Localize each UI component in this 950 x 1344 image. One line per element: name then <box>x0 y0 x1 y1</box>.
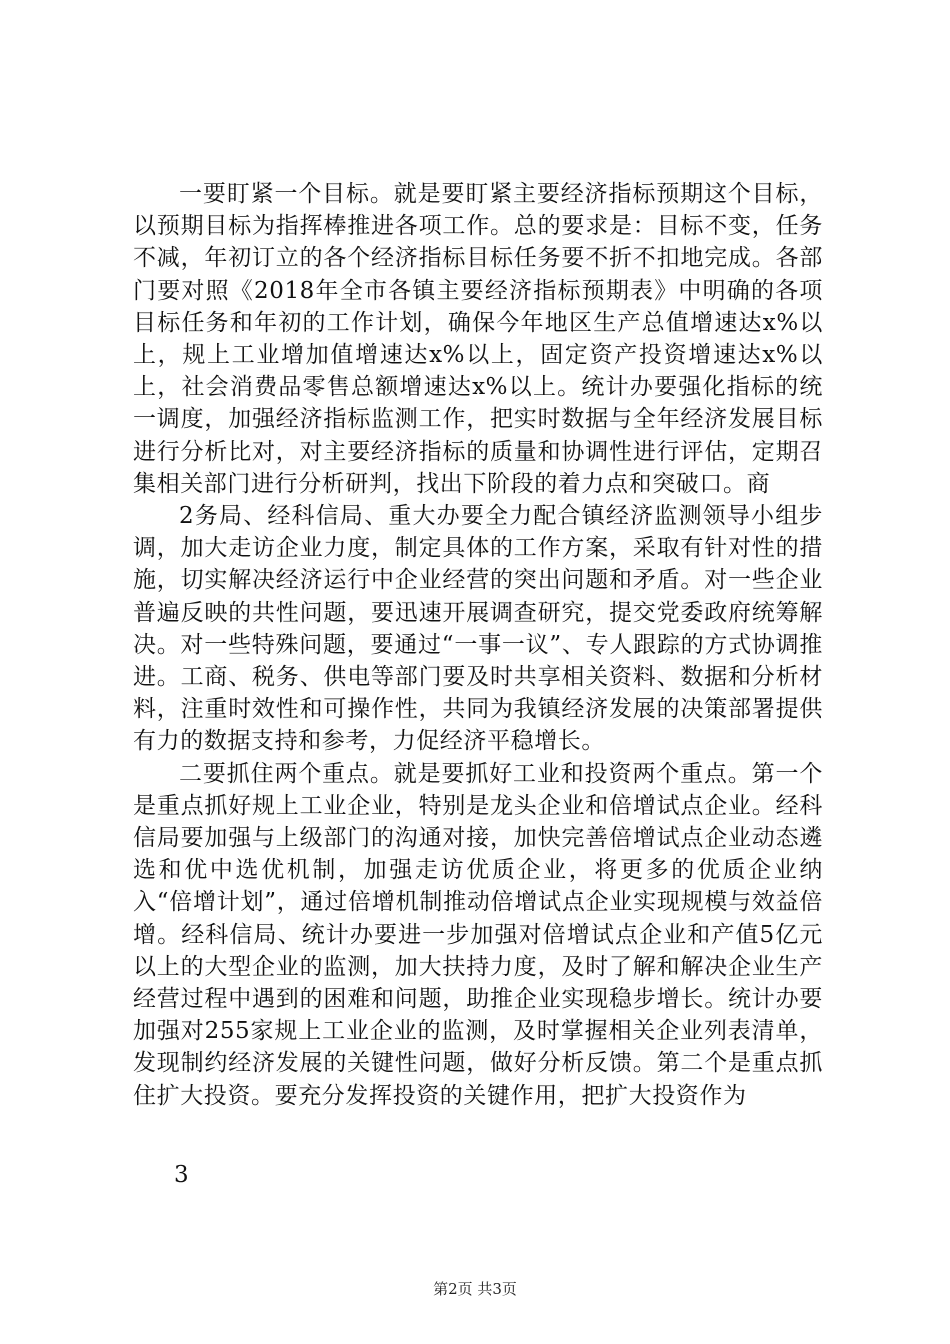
paragraph-target: 一要盯紧一个目标。就是要盯紧主要经济指标预期这个目标，以预期目标为指挥棒推进各项工作。总的要求是：目标不变，任务不减，年初订立的各个经济指标目标任务要不折不扣地完成。各部门要对照《2018年全市各镇主要经济指标预期表》中明确的各项目标任务和年初的工作计划，确保今年地区生产总值增速达x%以上，规上工业增加值增速达x%以上，固定资产投资增速达x%以上，社会消费品零售总额增速达x%以上。统计办要强化指标的统一调度，加强经济指标监测工作，把实时数据与全年经济发展目标进行分析比对，对主要经济指标的质量和协调性进行评估，定期召集相关部门进行分析研判，找出下阶段的着力点和突破口。商 <box>133 181 823 497</box>
paragraph-departments: 2务局、经科信局、重大办要全力配合镇经济监测领导小组步调，加大走访企业力度，制定具体的工作方案，采取有针对性的措施，切实解决经济运行中企业经营的突出问题和矛盾。对一些企业普遍反映的共性问题，要迅速开展调查研究，提交党委政府统筹解决。对一些特殊问题，要通过“一事一议”、专人跟踪的方式协调推进。工商、税务、供电等部门要及时共享相关资料、数据和分析材料，注重时效性和可操作性，共同为我镇经济发展的决策部署提供有力的数据支持和参考，力促经济平稳增长。 <box>133 503 823 755</box>
document-body <box>133 178 823 1112</box>
page-footer: 第2页 共3页 <box>433 1280 517 1298</box>
inline-page-number: 3 <box>174 1162 189 1188</box>
paragraph-key-points: 二要抓住两个重点。就是要抓好工业和投资两个重点。第一个是重点抓好规上工业企业，特别是龙头企业和倍增试点企业。经科信局要加强与上级部门的沟通对接，加快完善倍增试点企业动态遴选和优中选优机制，加强走访优质企业，将更多的优质企业纳入“倍增计划”，通过倍增机制推动倍增试点企业实现规模与效益倍增。经科信局、统计办要进一步加强对倍增试点企业和产值5亿元以上的大型企业的监测，加大扶持力度，及时了解和解决企业生产经营过程中遇到的困难和问题，助推企业实现稳步增长。统计办要加强对255家规上工业企业的监测，及时掌握相关企业列表清单，发现制约经济发展的关键性问题，做好分析反馈。第二个是重点抓住扩大投资。要充分发挥投资的关键作用，把扩大投资作为 <box>133 760 823 1109</box>
